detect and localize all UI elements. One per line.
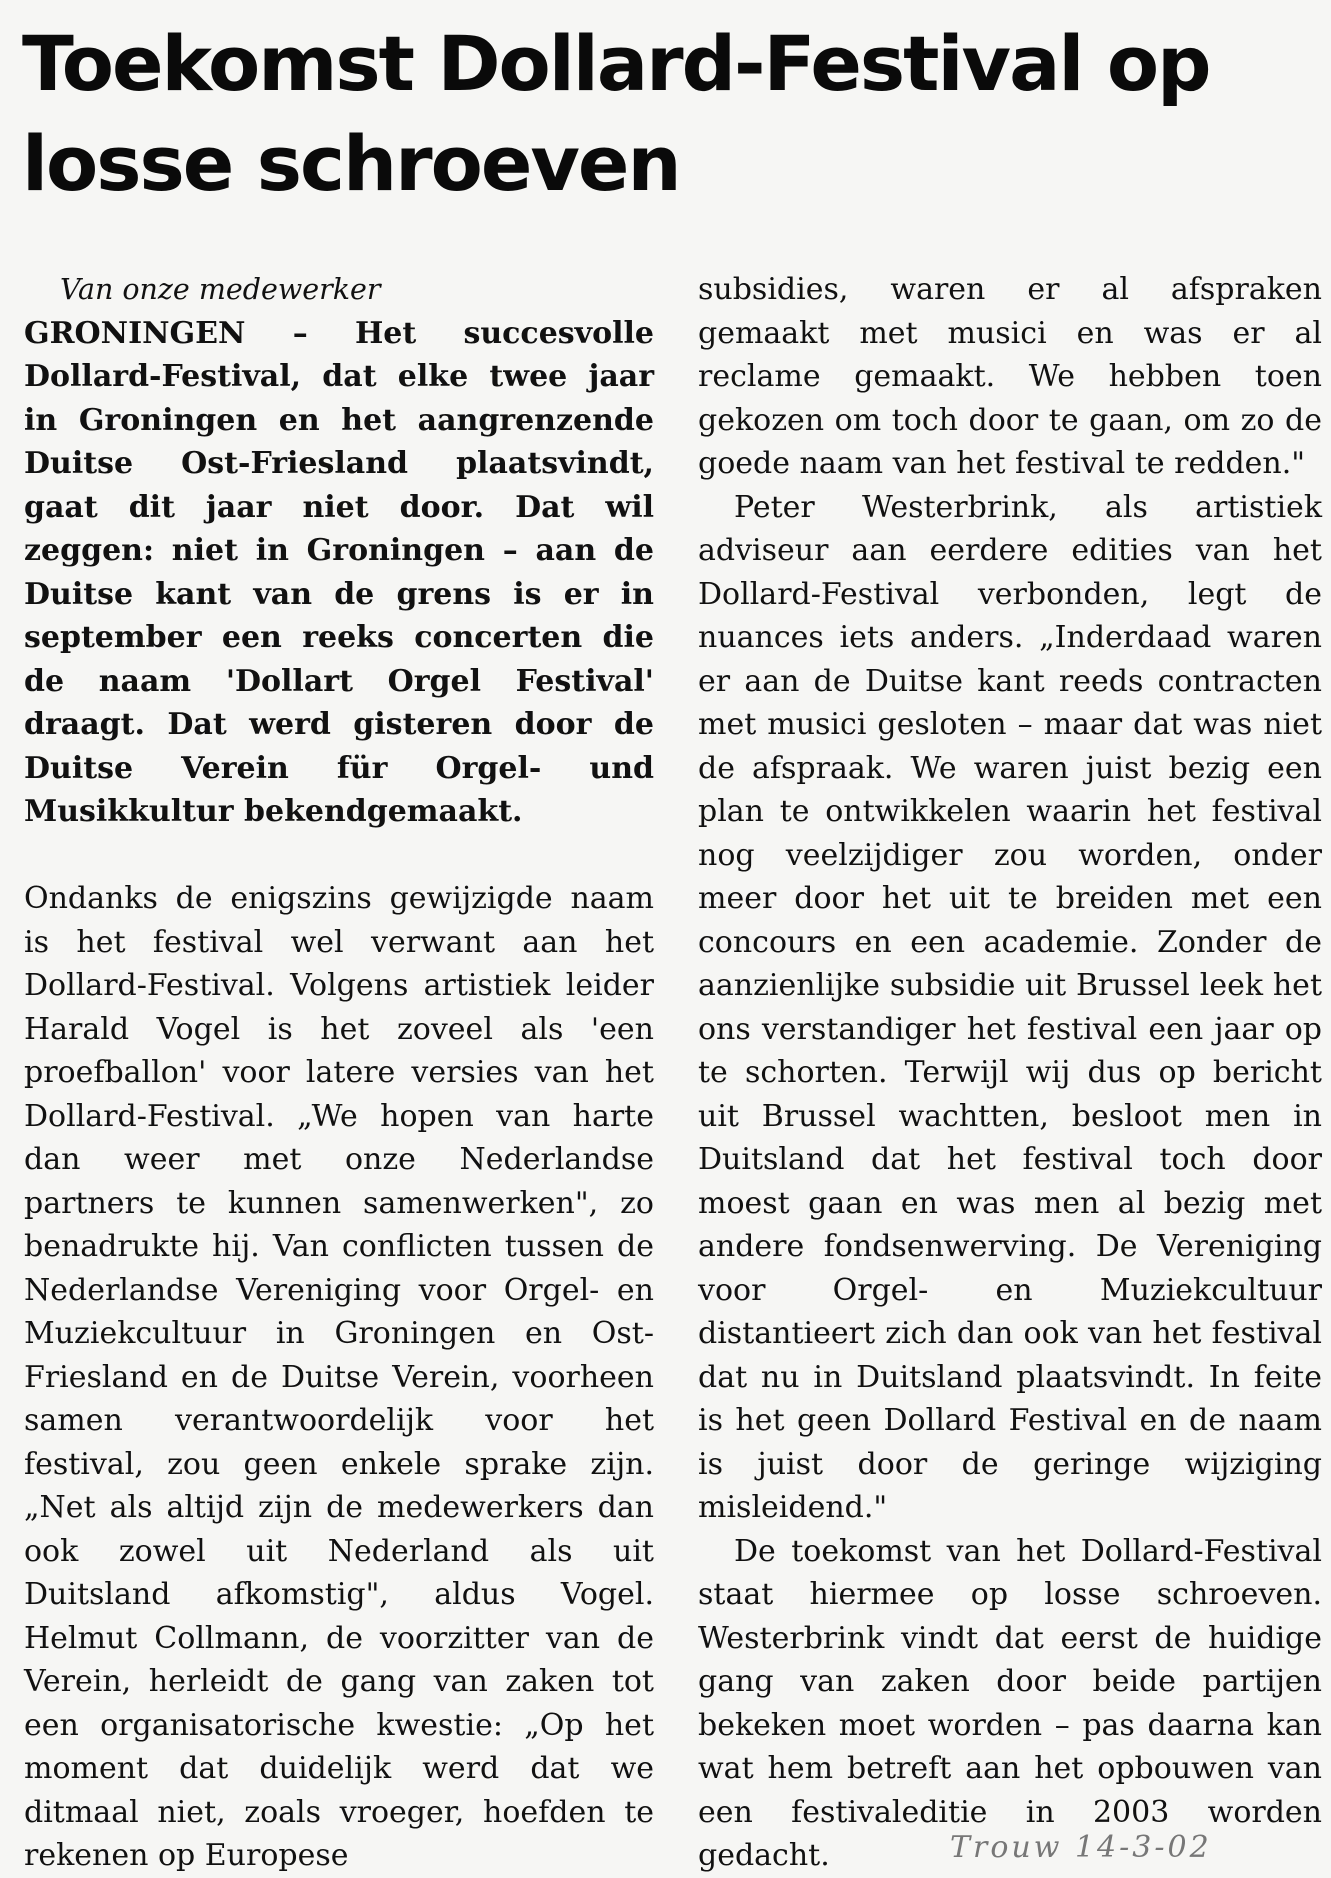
paragraph-gap (24, 834, 654, 878)
body-paragraph-left: Ondanks de enigszins gewijzigde naam is het festival wel verwant aan het Dollard-Festival. Volgens artistiek leider Harald Vogel is het zoveel als 'een proefballon' voor latere versies van het Dollard-Festival. „We hopen van harte dan weer met onze Nederlandse partners te kunnen samenwerken", zo benadrukte hij. Van conflicten tussen de Nederlandse Vereniging voor Orgel- en Muziekcultuur in Groningen en Ost-Friesland en de Duitse Verein, voorheen samen verantwoordelijk voor het festival, zou geen enkele sprake zijn. „Net als altijd zijn de medewerkers dan ook zowel uit Nederland als uit Duitsland afkomstig", aldus Vogel. Helmut Collmann, de voorzitter van de Verein, herleidt de gang van zaken tot een organisatorische kwestie: „Op het moment dat duidelijk werd dat we ditmaal niet, zoals vroeger, hoefden te rekenen op Europese (24, 881, 654, 1873)
column-left (24, 268, 654, 1878)
lead-paragraph: GRONINGEN – Het succesvolle Dollard-Festival, dat elke twee jaar in Groningen en het aangrenzende Duitse Ost-Friesland plaatsvindt, gaat dit jaar niet door. Dat wil zeggen: niet in Groningen – aan de Duitse kant van de grens is er in september een reeks concerten die de naam 'Dollart Orgel Festival' draagt. Dat werd gisteren door de Duitse Verein für Orgel- und Musikkultur bekendgemaakt. (24, 315, 654, 829)
body-paragraph-right-2: Peter Westerbrink, als artistiek adviseur aan eerdere edities van het Dollard-Festival verbonden, legt de nuances iets anders. „Inderdaad waren er aan de Duitse kant reeds contracten met musici gesloten – maar dat was niet de afspraak. We waren juist bezig een plan te ontwikkelen waarin het festival nog veelzijdiger zou worden, onder meer door het uit te breiden met een concours en een academie. Zonder de aanzienlijke subsidie uit Brussel leek het ons verstandiger het festival een jaar op te schorten. Terwijl wij dus op bericht uit Brussel wachtten, besloot men in Duitsland dat het festival toch door moest gaan en was men al bezig met andere fondsenwerving. De Vereniging voor Orgel- en Muziekcultuur distantieert zich dan ook van het festival dat nu in Duitsland plaatsvindt. In feite is het geen Dollard Festival en de naam is juist door de geringe wijziging misleidend." (698, 489, 1322, 1525)
body-paragraph-right-1: subsidies, waren er al afspraken gemaakt met musici en was er al reclame gemaakt. We hebben toen gekozen om toch door te gaan, om zo de goede naam van het festival te redden." (698, 272, 1322, 481)
column-right (698, 268, 1322, 1878)
byline: Van onze medewerker (60, 273, 381, 306)
article-headline: Toekomst Dollard-Festival op losse schroeven (22, 19, 1210, 208)
handwritten-source-note: Trouw 14-3-02 (950, 1830, 1212, 1865)
body-paragraph-right-3: De toekomst van het Dollard-Festival staat hiermee op losse schroeven. Westerbrink vindt dat eerst de huidige gang van zaken door beide partijen bekeken moet worden – pas daarna kan wat hem betreft aan het opbouwen van een festivaleditie in 2003 worden gedacht. (698, 1533, 1322, 1873)
